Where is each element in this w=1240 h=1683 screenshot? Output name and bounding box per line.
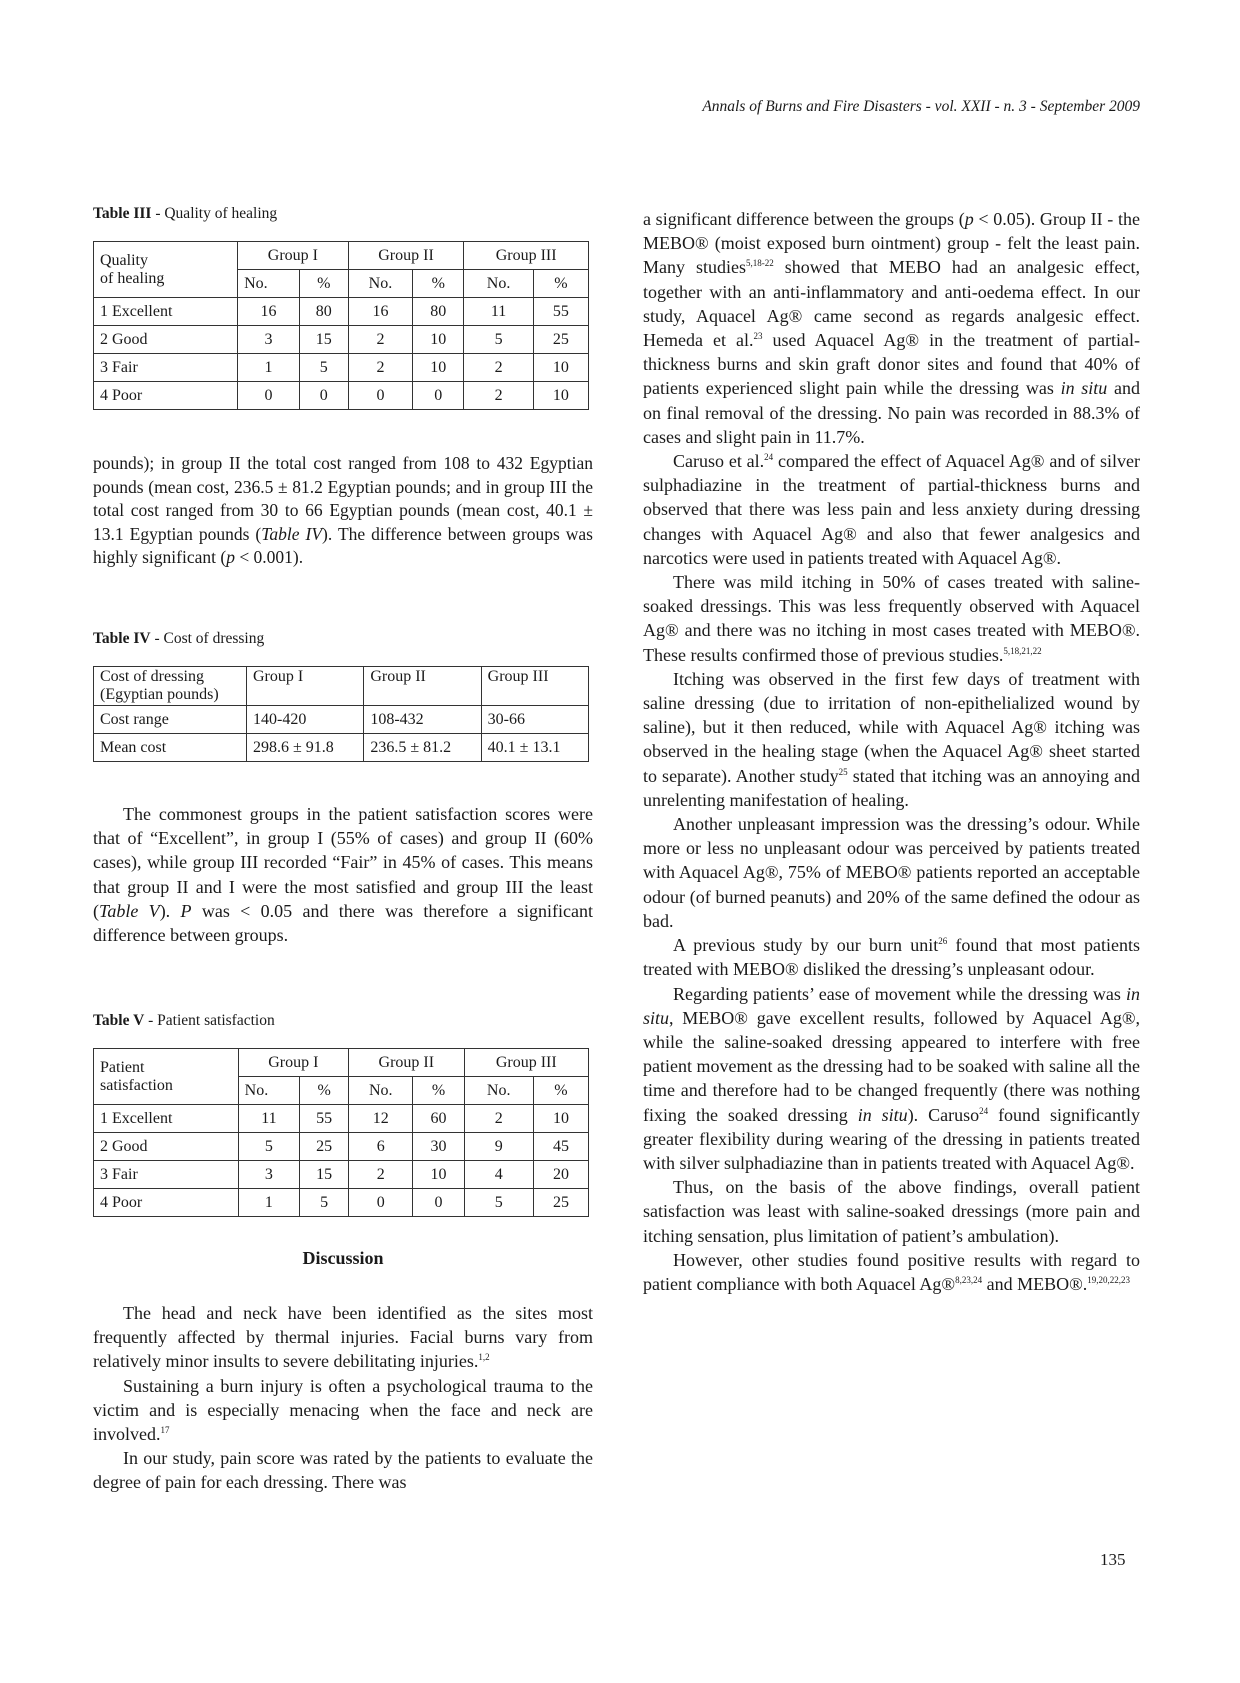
group-header: Group III: [464, 1049, 588, 1077]
cell: 15: [299, 326, 348, 354]
cell: 2: [348, 326, 412, 354]
table-header-row: [94, 242, 589, 270]
header-cell: Cost of dressing (Egyptian pounds): [94, 667, 247, 706]
cell: 11: [238, 1105, 300, 1133]
cell: 25: [533, 1189, 588, 1217]
paragraph-satisfaction: The commonest groups in the patient satisfaction scores were that of “Excellent”, in group I (55% of cases) and group II (60% cases), while group III recorded “Fair” in 45% of cases. This means that group II and I were the most satisfied and group III the least (Table V). P was < 0.05 and there was therefore a significant difference between groups.: [93, 804, 594, 946]
table-row: [94, 706, 589, 734]
group-header: Group III: [464, 242, 589, 270]
cell: 0: [349, 1189, 413, 1217]
cell: 0: [238, 382, 300, 410]
cell: 16: [238, 298, 300, 326]
sub-header: No.: [238, 1077, 300, 1105]
cell: 2: [464, 382, 533, 410]
sub-header: %: [533, 270, 588, 298]
cell: 6: [349, 1133, 413, 1161]
cell: 3: [238, 1161, 300, 1189]
sub-header: %: [300, 1077, 349, 1105]
page-number: 135: [1100, 1550, 1126, 1569]
table-4-block: [93, 630, 593, 762]
body-paragraph: Another unpleasant impression was the dressing’s odour. While more or less no unpleasant odour was perceived by patients treated with Aquacel Ag®, 75% of MEBO® patients reported an acceptable odour (of burned peanuts) and 20% of the same defined the odour as bad.: [643, 814, 1140, 931]
row-label: 2 Good: [94, 326, 238, 354]
sub-header: No.: [349, 1077, 413, 1105]
cell: 108-432: [364, 706, 481, 734]
sub-header: %: [299, 270, 348, 298]
table-row: [94, 1133, 589, 1161]
paragraph-cost: pounds); in group II the total cost ranged from 108 to 432 Egyptian pounds (mean cost, 236.5 ± 81.2 Egyptian pounds; and in group III the total cost ranged from 30 to 66 Egyptian pounds (mean cost, 40.1 ± 13.1 Egyptian pounds (Table IV). The difference between groups was highly significant (p < 0.001).: [93, 453, 593, 568]
cell: 3: [238, 326, 300, 354]
table-row: [94, 354, 589, 382]
table-quality-of-healing: [93, 241, 589, 410]
sub-header: %: [413, 270, 464, 298]
table-header-row: [94, 1049, 589, 1077]
discussion-paragraph: In our study, pain score was rated by the patients to evaluate the degree of pain for each dressing. There was: [93, 1448, 593, 1493]
table-3-caption: Table III - Quality of healing: [93, 205, 278, 222]
cell: 2: [349, 1161, 413, 1189]
cell: 10: [413, 354, 464, 382]
row-label: 2 Good: [94, 1133, 239, 1161]
cell: 0: [413, 1189, 464, 1217]
cell: 10: [533, 1105, 588, 1133]
row-label: 1 Excellent: [94, 298, 238, 326]
group-header: Group I: [238, 242, 349, 270]
cell: 60: [413, 1105, 464, 1133]
cell: 45: [533, 1133, 588, 1161]
row-label: 1 Excellent: [94, 1105, 239, 1133]
cell: 55: [533, 298, 588, 326]
cell: 10: [413, 1161, 464, 1189]
cell: 16: [348, 298, 412, 326]
discussion-paragraph: The head and neck have been identified as the sites most frequently affected by thermal injuries. Facial burns vary from relatively minor insults to severe debilitating injuries.$^{1,2}$: [93, 1303, 593, 1372]
cell: 2: [464, 1105, 533, 1133]
cell: 2: [348, 354, 412, 382]
row-label: Cost range: [94, 706, 247, 734]
table-row: [94, 1161, 589, 1189]
cell: 5: [464, 326, 533, 354]
sub-header: No.: [464, 270, 533, 298]
cell: 30-66: [481, 706, 588, 734]
row-label: 3 Fair: [94, 1161, 239, 1189]
table-row: [94, 734, 589, 762]
cell: 55: [300, 1105, 349, 1133]
table-patient-satisfaction: [93, 1048, 589, 1217]
body-paragraph: Thus, on the basis of the above findings, overall patient satisfaction was least with saline-soaked dressings (more pain and itching sensation, plus limitation of patient’s ambulation).: [643, 1177, 1140, 1246]
cell: 1: [238, 1189, 300, 1217]
cell: 40.1 ± 13.1: [481, 734, 588, 762]
cell: 9: [464, 1133, 533, 1161]
cell: 80: [299, 298, 348, 326]
row-label: 4 Poor: [94, 1189, 239, 1217]
cell: 25: [300, 1133, 349, 1161]
cell: 140-420: [247, 706, 364, 734]
header-cell: Group II: [364, 667, 481, 706]
discussion-section: [93, 1248, 593, 1495]
header-cell: Group III: [481, 667, 588, 706]
cell: 15: [300, 1161, 349, 1189]
table-4-caption: Table IV - Cost of dressing: [93, 630, 265, 647]
cell: 2: [464, 354, 533, 382]
table-5-caption: Table V - Patient satisfaction: [93, 1012, 275, 1029]
cell: 11: [464, 298, 533, 326]
discussion-paragraph: Sustaining a burn injury is often a psychological trauma to the victim and is especially menacing when the face and neck are involved.$^{17}$: [93, 1375, 593, 1445]
cell: 5: [238, 1133, 300, 1161]
table-row: [94, 1189, 589, 1217]
body-paragraph: However, other studies found positive results with regard to patient compliance with both Aquacel Ag®$^{8,23,24}$ and MEBO®.$^{19,20,22,23}$: [643, 1249, 1140, 1294]
running-head: Annals of Burns and Fire Disasters - vol. XXII - n. 3 - September 2009: [702, 98, 1140, 115]
table-header-row: [94, 667, 589, 706]
cell: 10: [533, 354, 588, 382]
body-paragraph: There was mild itching in 50% of cases treated with saline-soaked dressings. This was less frequently observed with Aquacel Ag® and there was no itching in most cases treated with MEBO®. These results confirmed those of previous studies.$^{5,18,21,22}$: [643, 572, 1140, 665]
cell: 10: [413, 326, 464, 354]
cell: 298.6 ± 91.8: [247, 734, 364, 762]
cell: 25: [533, 326, 588, 354]
header-cell: Group I: [247, 667, 364, 706]
sub-header: No.: [238, 270, 300, 298]
cell: 5: [464, 1189, 533, 1217]
row-header-cell: Quality of healing: [94, 242, 238, 298]
section-title: Discussion: [302, 1248, 384, 1268]
row-label: 4 Poor: [94, 382, 238, 410]
cell: 30: [413, 1133, 464, 1161]
cell: 80: [413, 298, 464, 326]
table-row: [94, 298, 589, 326]
sub-header: No.: [464, 1077, 533, 1105]
group-header: Group II: [349, 1049, 464, 1077]
cell: 0: [299, 382, 348, 410]
cell: 5: [299, 354, 348, 382]
body-paragraph: a significant difference between the groups (p < 0.05). Group II - the MEBO® (moist exposed burn ointment) group - felt the least pain. Many studies$^{5,18-22}$ showed that MEBO had an analgesic effect, together with an anti-inflammatory and anti-oedema effect. In our study, Aquacel Ag® came second as regards analgesic effect. Hemeda et al.$^{23}$ used Aquacel Ag® in the treatment of partial-thickness burns and skin graft donor sites and found that 40% of patients experienced slight pain while the dressing was in situ and on final removal of the dressing. No pain was recorded in 88.3% of cases and slight pain in 11.7%.: [643, 209, 1140, 447]
row-label: 3 Fair: [94, 354, 238, 382]
cell: 10: [533, 382, 588, 410]
body-paragraph: Itching was observed in the first few days of treatment with saline dressing (due to irritation of non-epithelialized wound by saline), but it then reduced, while with Aquacel Ag® itching was observed in the healing stage (when the Aquacel Ag® sheet started to separate). Another study$^{25}$ stated that itching was an annoying and unrelenting manifestation of healing.: [643, 668, 1140, 810]
group-header: Group I: [238, 1049, 348, 1077]
cell: 5: [300, 1189, 349, 1217]
row-header-cell: Patient satisfaction: [94, 1049, 239, 1105]
table-row: [94, 382, 589, 410]
cell: 20: [533, 1161, 588, 1189]
sub-header: %: [413, 1077, 464, 1105]
sub-header: %: [533, 1077, 588, 1105]
body-paragraph: Regarding patients’ ease of movement while the dressing was in situ, MEBO® gave excellent results, followed by Aquacel Ag®, while the saline-soaked dressing appeared to interfere with free patient movement as the dressing had to be soaked with saline all the time and therefore had to be changed frequently (there was nothing fixing the soaked dressing in situ). Caruso$^{24}$ found significantly greater flexibility during wearing of the dressing in patients treated with silver sulphadiazine than in patients treated with Aquacel Ag®.: [643, 983, 1140, 1173]
group-header: Group II: [348, 242, 464, 270]
body-paragraph: Caruso et al.$^{24}$ compared the effect of Aquacel Ag® and of silver sulphadiazine in the treatment of partial-thickness burns and observed that there was less pain and less anxiety during dressing changes with Aquacel Ag® and also that fewer analgesics and narcotics were used in patients treated with Aquacel Ag®.: [643, 451, 1140, 568]
table-3-block: [93, 205, 593, 410]
body-paragraph: A previous study by our burn unit$^{26}$ found that most patients treated with MEBO® disliked the dressing’s unpleasant odour.: [643, 935, 1140, 980]
row-label: Mean cost: [94, 734, 247, 762]
cell: 0: [413, 382, 464, 410]
cell: 236.5 ± 81.2: [364, 734, 481, 762]
table-row: [94, 1105, 589, 1133]
table-row: [94, 326, 589, 354]
table-5-block: [93, 1012, 593, 1217]
cell: 12: [349, 1105, 413, 1133]
table-cost-of-dressing: [93, 666, 589, 762]
cell: 4: [464, 1161, 533, 1189]
sub-header: No.: [348, 270, 412, 298]
right-column: [643, 207, 1140, 1296]
cell: 0: [348, 382, 412, 410]
cell: 1: [238, 354, 300, 382]
